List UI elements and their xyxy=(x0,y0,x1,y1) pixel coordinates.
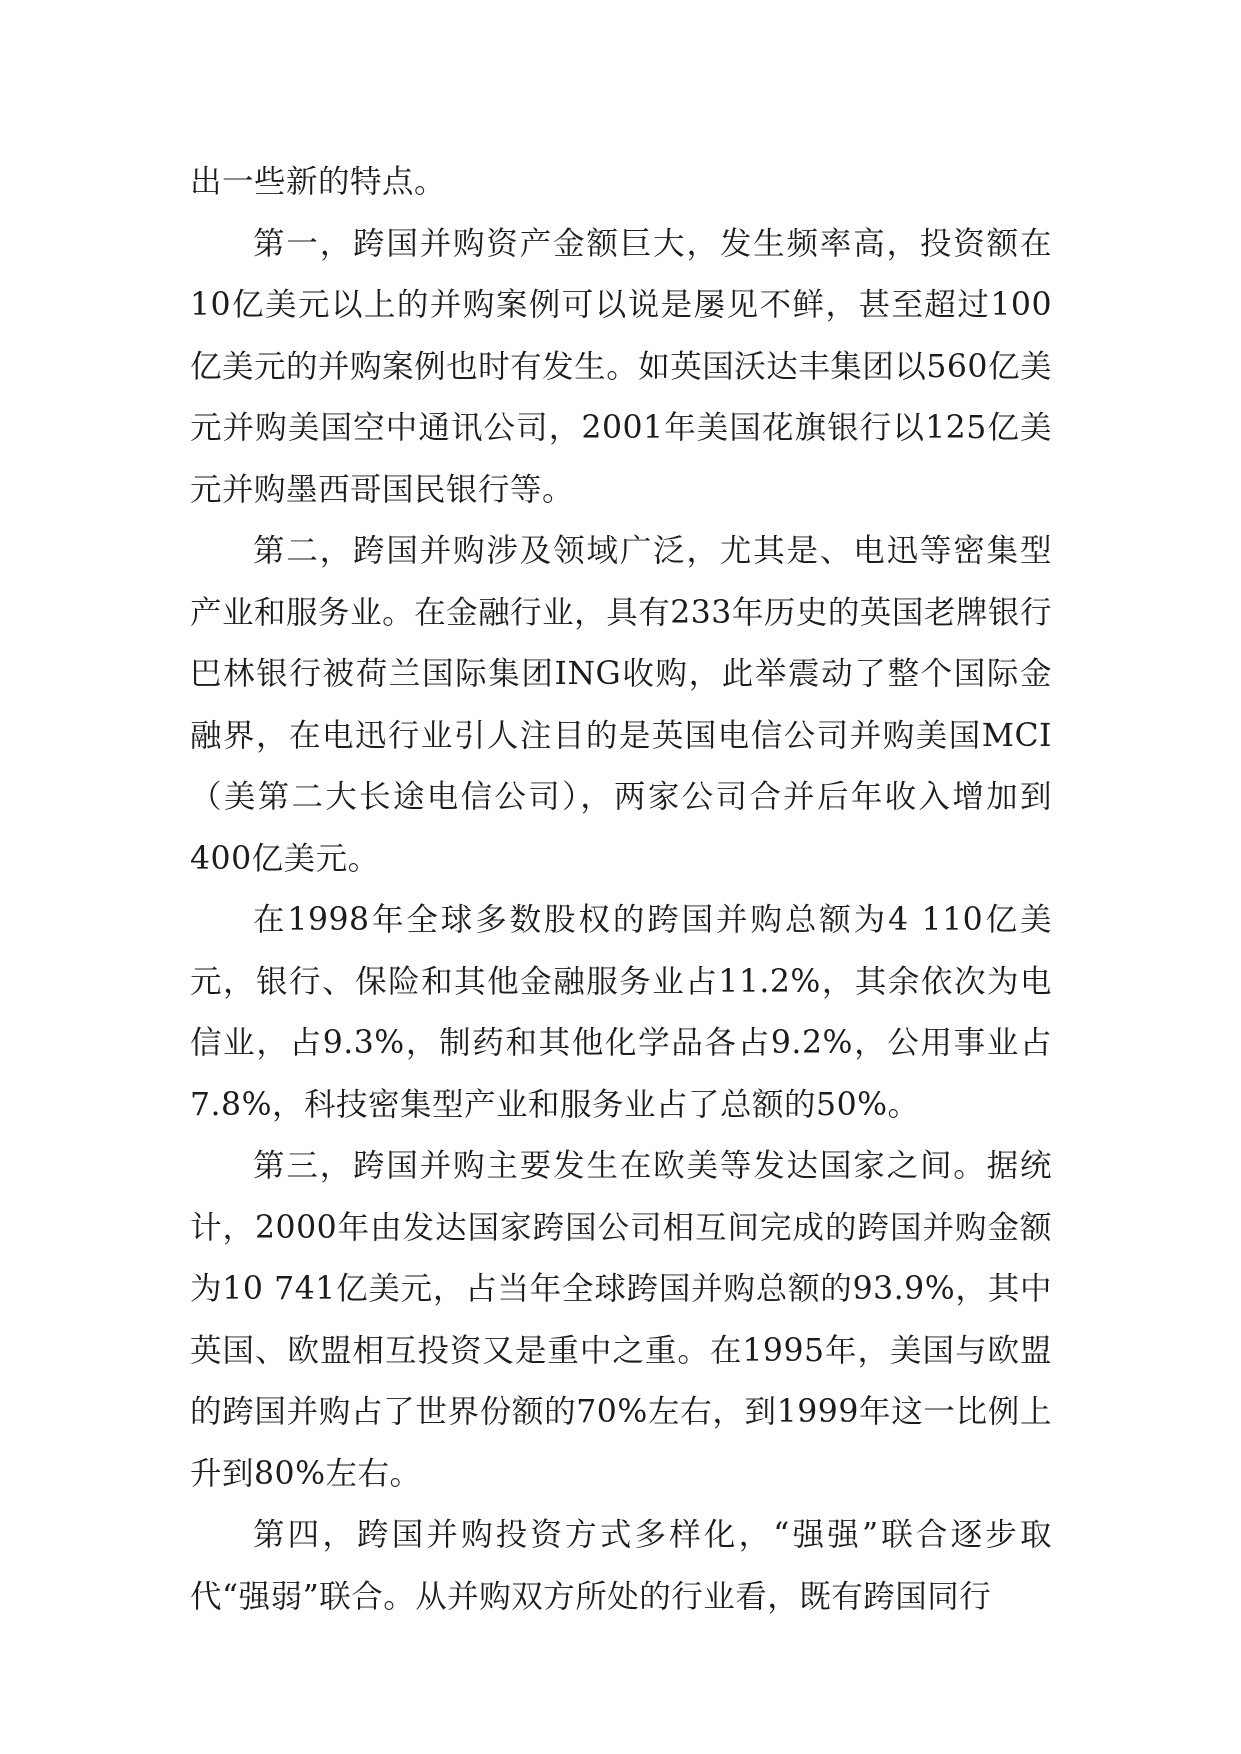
body-text xyxy=(190,152,1052,1628)
paragraph-1998-statistics: 在1998年全球多数股权的跨国并购总额为4 110亿美元，银行、保险和其他金融服务业占11.2%，其余依次为电信业，占9.3%，制药和其他化学品各占9.2%，公用事业占7.8%，科技密集型产业和服务业占了总额的50%。 xyxy=(190,902,1052,1123)
paragraph-first-feature: 第一，跨国并购资产金额巨大，发生频率高，投资额在10亿美元以上的并购案例可以说是屡见不鲜，甚至超过100亿美元的并购案例也时有发生。如英国沃达丰集团以560亿美元并购美国空中通讯公司，2001年美国花旗银行以125亿美元并购墨西哥国民银行等。 xyxy=(190,225,1052,508)
paragraph-fourth-feature: 第四，跨国并购投资方式多样化，“强强”联合逐步取代“强弱”联合。从并购双方所处的行业看，既有跨国同行 xyxy=(190,1517,1052,1615)
paragraph-third-feature: 第三，跨国并购主要发生在欧美等发达国家之间。据统计，2000年由发达国家跨国公司相互间完成的跨国并购金额为10 741亿美元，占当年全球跨国并购总额的93.9%，其中英国、欧盟相互投资又是重中之重。在1995年，美国与欧盟的跨国并购占了世界份额的70%左右，到1999年这一比例上升到80%左右。 xyxy=(190,1148,1052,1492)
paragraph-second-feature: 第二，跨国并购涉及领域广泛，尤其是、电迅等密集型产业和服务业。在金融行业，具有233年历史的英国老牌银行巴林银行被荷兰国际集团ING收购，此举震动了整个国际金融界，在电迅行业引人注目的是英国电信公司并购美国MCI（美第二大长途电信公司），两家公司合并后年收入增加到400亿美元。 xyxy=(190,533,1052,877)
paragraph-continuation: 出一些新的特点。 xyxy=(190,164,447,200)
